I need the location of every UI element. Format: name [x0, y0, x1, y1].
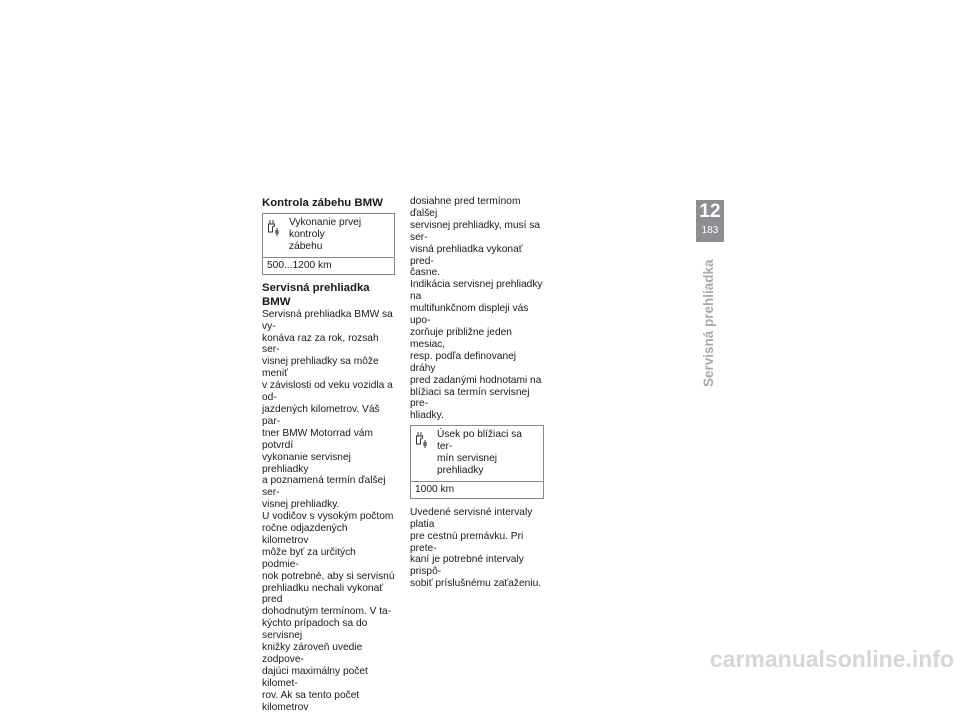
watermark: carmanualsonline.info [709, 646, 954, 672]
heading-service-inspection: Servisná prehliadka BMW [262, 281, 370, 308]
spec-value: 500...1200 km [267, 259, 332, 271]
section-title-vertical: Servisná prehliadka [701, 259, 716, 387]
paragraph-continued: dosiahne pred termínom ďalšej servisnej prehliadky, musí sa ser- visná prehliadka vykonať pred- časne. [410, 196, 541, 279]
spec-value: 1000 km [415, 483, 455, 495]
wrench-icon [415, 429, 437, 477]
right-column [410, 196, 544, 590]
chapter-number: 12 [699, 201, 721, 222]
paragraph-display-indication: Indikácia servisnej prehliadky na multifunkčnom displeji vás upo- zorňuje približne jeden mesiac, resp. podľa definovanej dráhy pred zadanými hodnotami na blížiaci sa termín servisnej pre- hliadky. [410, 279, 543, 422]
left-column [262, 196, 395, 714]
spec-table-break-in [262, 213, 395, 275]
heading-break-in-check: Kontrola zábehu BMW [262, 197, 383, 209]
wrench-icon [267, 217, 289, 253]
spec-label: Vykonanie prvej kontroly zábehu [289, 217, 362, 252]
chapter-tab [696, 200, 724, 242]
paragraph-intervals: Uvedené servisné intervaly platia pre cestnú premávku. Pri prete- kaní je potrebné intervaly prispô- sobiť príslušnému zaťaženiu. [410, 506, 542, 590]
spec-table-service-distance [410, 425, 544, 499]
spec-label: Úsek po blížiaci sa ter- mín servisnej prehliadky [437, 429, 522, 476]
paragraph-service-inspection: Servisná prehliadka BMW sa vy- konáva raz za rok, rozsah ser- visnej prehliadky sa môže meniť v závislosti od veku vozidla a od- jazdených kilometrov. Váš par- tner BMW Motorrad vám potvrdí vykonanie servisnej prehliadky a poznamená termín ďalšej ser- visnej prehliadky. U vodičov s vysokým počtom ročne odjazdených kilometrov môže byť za určitých podmie- nok potrebné, aby si servisnú prehliadku nechali vykonať pred dohodnutým termínom. V ta- kýchto prípadoch sa do servisnej knižky zároveň uvedie zodpove- dajúci maximálny počet kilomet- rov. Ak sa tento počet kilometrov [262, 308, 395, 713]
page-number: 183 [701, 225, 719, 236]
